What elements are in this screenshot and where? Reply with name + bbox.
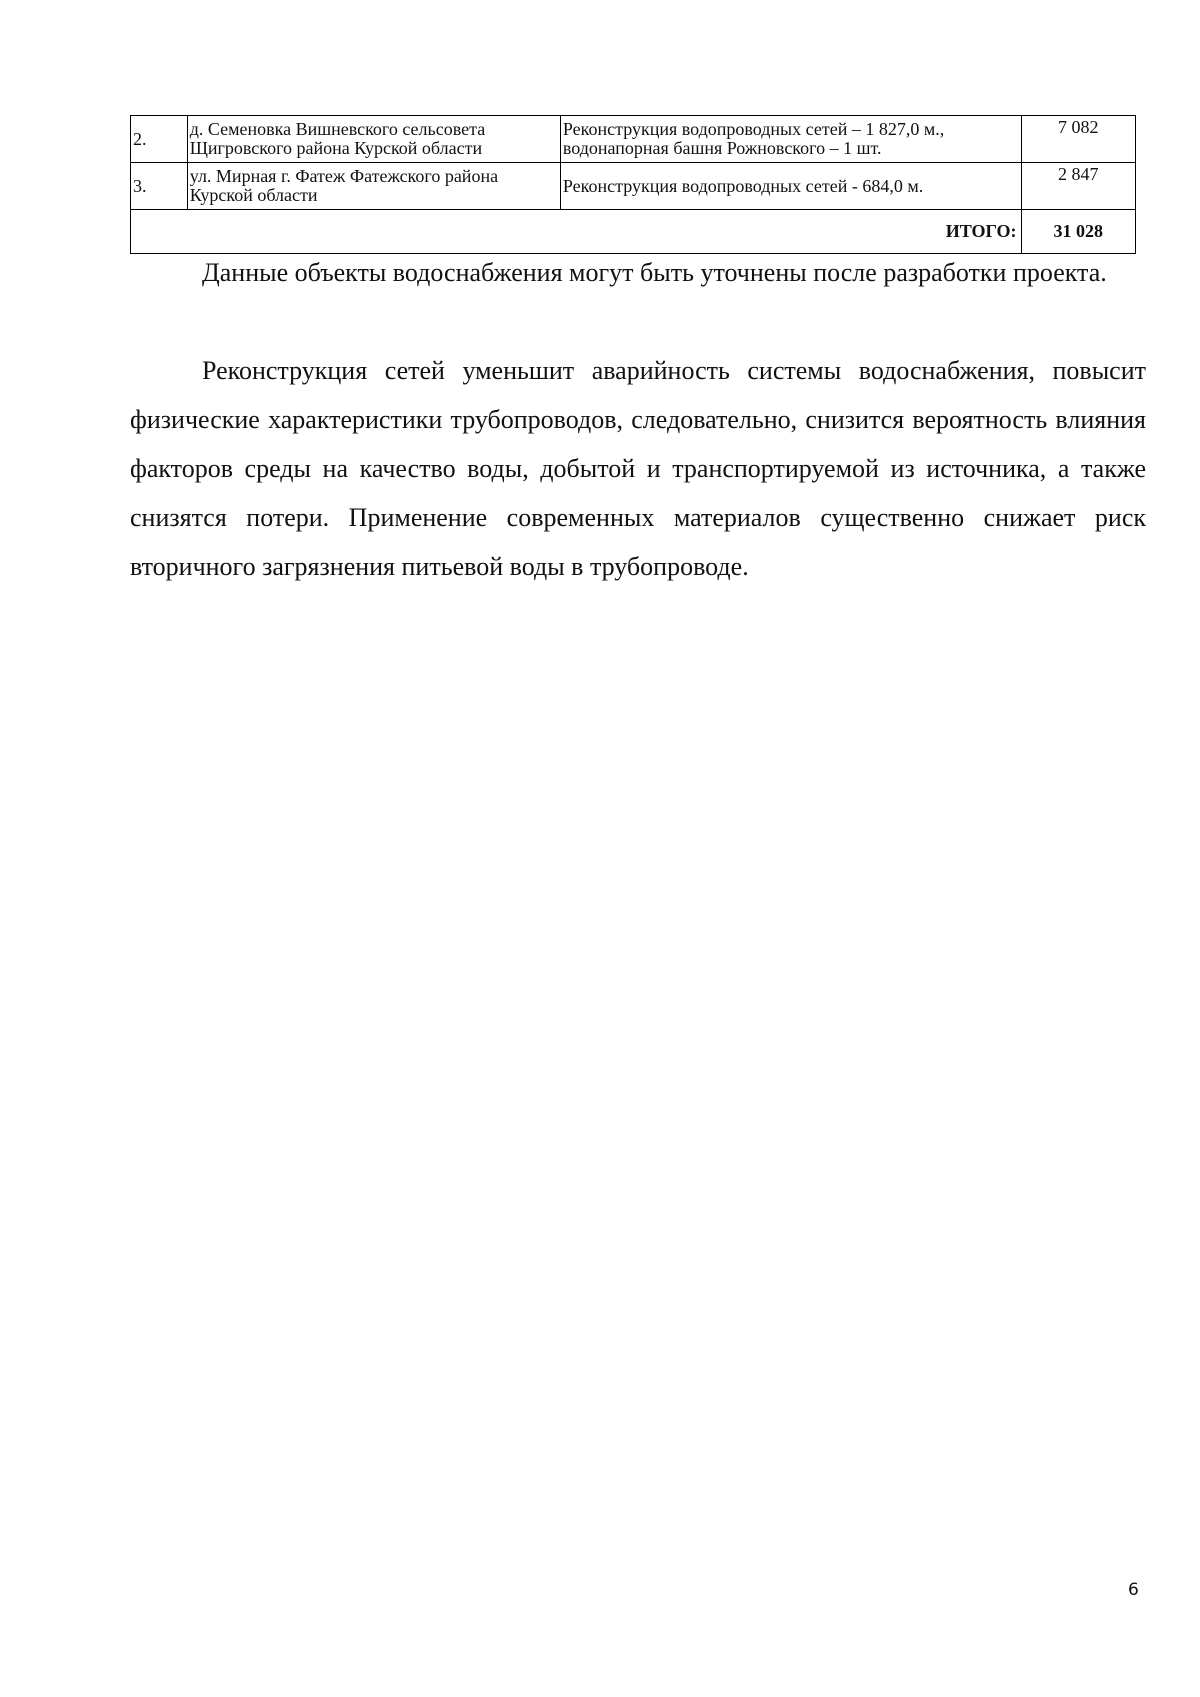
paragraph-reconstruction-benefits: Реконструкция сетей уменьшит аварийность системы водоснабжения, повысит физические характеристики трубопроводов, следовательно, снизится вероятность влияния факторов среды на качество воды, добытой и транспортируемой из источника, а также снизятся потери. Применение современных материалов существенно снижает риск вторичного загрязнения питьевой воды в трубопроводе.	[130, 356, 1146, 581]
row-work-description: Реконструкция водопроводных сетей - 684,0 м.	[560, 163, 1021, 210]
page-number: 6	[1128, 1580, 1139, 1600]
row-number: 2.	[131, 116, 188, 163]
row-location: ул. Мирная г. Фатеж Фатежского района Курской области	[187, 163, 560, 210]
row-location: д. Семеновка Вишневского сельсовета Щигровского района Курской области	[187, 116, 560, 163]
total-row	[131, 210, 1136, 254]
row-amount: 2 847	[1021, 163, 1135, 210]
total-label: ИТОГО:	[131, 210, 1022, 254]
water-supply-objects-table	[130, 115, 1136, 254]
row-amount: 7 082	[1021, 116, 1135, 163]
row-work-description: Реконструкция водопроводных сетей – 1 827,0 м., водонапорная башня Рожновского – 1 шт.	[560, 116, 1021, 163]
row-number: 3.	[131, 163, 188, 210]
paragraph-refinement-note: Данные объекты водоснабжения могут быть уточнены после разработки проекта.	[202, 258, 1107, 287]
table-row	[131, 116, 1136, 163]
table-row	[131, 163, 1136, 210]
total-value: 31 028	[1021, 210, 1135, 254]
